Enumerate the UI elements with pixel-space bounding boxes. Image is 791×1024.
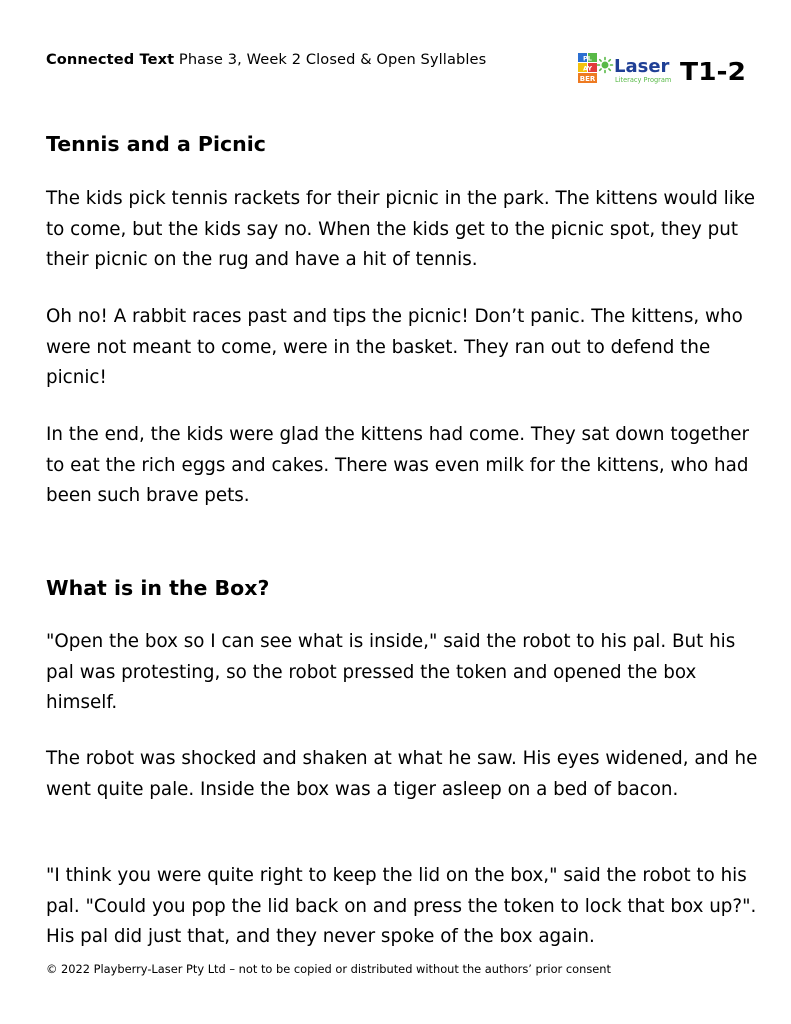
header-phase-label: Phase 3, Week 2 Closed & Open Syllables bbox=[178, 51, 487, 68]
page-header bbox=[46, 51, 486, 68]
copyright-footer: © 2022 Playberry-Laser Pty Ltd – not to be copied or distributed without the authors’ prior consent bbox=[46, 962, 611, 976]
story-paragraph: "Open the box so I can see what is inside," said the robot to his pal. But his pal was protesting, so the robot pressed the token and opened the box himself. bbox=[46, 631, 736, 713]
header-bold-label: Connected Text bbox=[46, 51, 175, 68]
story-title-tennis: Tennis and a Picnic bbox=[46, 132, 266, 156]
logo-brand-top: PL bbox=[583, 54, 592, 63]
logo-brand-name: Laser bbox=[614, 56, 670, 77]
logo-level: T1-2 bbox=[680, 57, 746, 85]
story-title-box: What is in the Box? bbox=[46, 576, 270, 600]
sun-icon bbox=[598, 58, 613, 73]
story-paragraph: In the end, the kids were glad the kittens had come. They sat down together to eat the rich eggs and cakes. There was even milk for the kittens, who had been such brave pets. bbox=[46, 424, 750, 506]
story-paragraph: "I think you were quite right to keep the lid on the box," said the robot to his pal. "Could you pop the lid back on and press the token to lock that box up?". His pal did just that, and they never spoke of the box again. bbox=[46, 865, 757, 947]
laser-logo bbox=[578, 53, 748, 85]
story-paragraph: The kids pick tennis rackets for their picnic in the park. The kittens would like to come, but the kids say no. When the kids get to the picnic spot, they put their picnic on the rug and have a hit of tennis. bbox=[46, 188, 755, 270]
logo-brand-mid: AY bbox=[582, 64, 593, 73]
story-paragraph: The robot was shocked and shaken at what he saw. His eyes widened, and he went quite pale. Inside the box was a tiger asleep on a bed of bacon. bbox=[46, 748, 758, 800]
story-paragraph: Oh no! A rabbit races past and tips the picnic! Don’t panic. The kittens, who were not meant to come, were in the basket. They ran out to defend the picnic! bbox=[46, 306, 743, 388]
logo-brand-bottom: BER bbox=[579, 75, 596, 83]
logo-tagline: Literacy Program bbox=[615, 76, 672, 84]
